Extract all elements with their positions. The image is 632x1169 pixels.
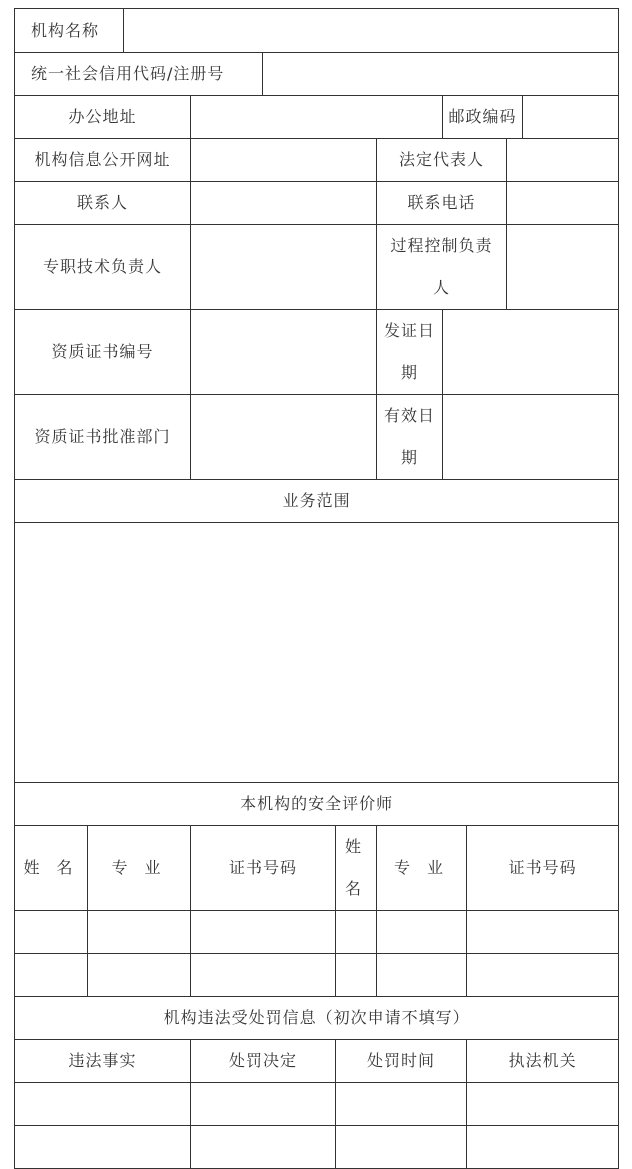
- evaluator-header-name-2: 姓 名: [336, 826, 377, 911]
- process-control-field[interactable]: [507, 225, 619, 310]
- approval-dept-label: 资质证书批准部门: [15, 395, 191, 480]
- penalty-header-authority: 执法机关: [467, 1040, 619, 1083]
- penalty-cell[interactable]: [467, 1126, 619, 1169]
- contact-phone-label: 联系电话: [377, 182, 507, 225]
- website-label: 机构信息公开网址: [15, 139, 191, 182]
- evaluator-header-cert-2: 证书号码: [467, 826, 619, 911]
- evaluator-header-cert-1: 证书号码: [191, 826, 336, 911]
- credit-code-field[interactable]: [263, 53, 619, 96]
- evaluator-cell[interactable]: [377, 911, 467, 954]
- contact-field[interactable]: [191, 182, 377, 225]
- org-name-field[interactable]: [124, 9, 619, 53]
- penalty-header-facts: 违法事实: [15, 1040, 191, 1083]
- penalty-cell[interactable]: [467, 1083, 619, 1126]
- tech-lead-field[interactable]: [191, 225, 377, 310]
- issue-date-label: 发证日期: [377, 310, 443, 395]
- contact-label: 联系人: [15, 182, 191, 225]
- valid-date-field[interactable]: [443, 395, 619, 480]
- evaluator-header-name-1: 姓 名: [15, 826, 88, 911]
- evaluator-cell[interactable]: [15, 954, 88, 997]
- evaluator-cell[interactable]: [191, 954, 336, 997]
- process-control-label: [377, 225, 507, 310]
- penalty-header-time: 处罚时间: [336, 1040, 467, 1083]
- application-form-table: [14, 8, 619, 1169]
- penalty-cell[interactable]: [336, 1126, 467, 1169]
- penalty-title: 机构违法受处罚信息（初次申请不填写）: [15, 997, 619, 1040]
- evaluator-cell[interactable]: [336, 911, 377, 954]
- evaluator-header-major-2: 专 业: [377, 826, 467, 911]
- tech-lead-label: 专职技术负责人: [15, 225, 191, 310]
- evaluator-cell[interactable]: [336, 954, 377, 997]
- evaluator-cell[interactable]: [467, 911, 619, 954]
- evaluator-cell[interactable]: [467, 954, 619, 997]
- penalty-cell[interactable]: [191, 1083, 336, 1126]
- evaluator-cell[interactable]: [88, 911, 191, 954]
- evaluator-cell[interactable]: [15, 911, 88, 954]
- cert-no-label: 资质证书编号: [15, 310, 191, 395]
- legal-rep-field[interactable]: [507, 139, 619, 182]
- postal-code-label: 邮政编码: [443, 96, 523, 139]
- valid-date-label: 有效日期: [377, 395, 443, 480]
- evaluator-header-major-1: 专 业: [88, 826, 191, 911]
- credit-code-label: 统一社会信用代码/注册号: [15, 53, 263, 96]
- penalty-cell[interactable]: [15, 1126, 191, 1169]
- evaluator-cell[interactable]: [191, 911, 336, 954]
- evaluator-cell[interactable]: [377, 954, 467, 997]
- business-scope-field[interactable]: [15, 523, 619, 783]
- penalty-cell[interactable]: [15, 1083, 191, 1126]
- cert-no-field[interactable]: [191, 310, 377, 395]
- postal-code-field[interactable]: [523, 96, 619, 139]
- approval-dept-field[interactable]: [191, 395, 377, 480]
- process-control-label-line2: 人: [433, 278, 451, 297]
- evaluators-title: 本机构的安全评价师: [15, 783, 619, 826]
- legal-rep-label: 法定代表人: [377, 139, 507, 182]
- issue-date-field[interactable]: [443, 310, 619, 395]
- evaluator-cell[interactable]: [88, 954, 191, 997]
- penalty-header-decision: 处罚决定: [191, 1040, 336, 1083]
- org-name-label: 机构名称: [15, 9, 124, 53]
- website-field[interactable]: [191, 139, 377, 182]
- office-address-field[interactable]: [191, 96, 443, 139]
- penalty-cell[interactable]: [191, 1126, 336, 1169]
- office-address-label: 办公地址: [15, 96, 191, 139]
- business-scope-title: 业务范围: [15, 480, 619, 523]
- process-control-label-line1: 过程控制负责: [390, 236, 493, 255]
- contact-phone-field[interactable]: [507, 182, 619, 225]
- penalty-cell[interactable]: [336, 1083, 467, 1126]
